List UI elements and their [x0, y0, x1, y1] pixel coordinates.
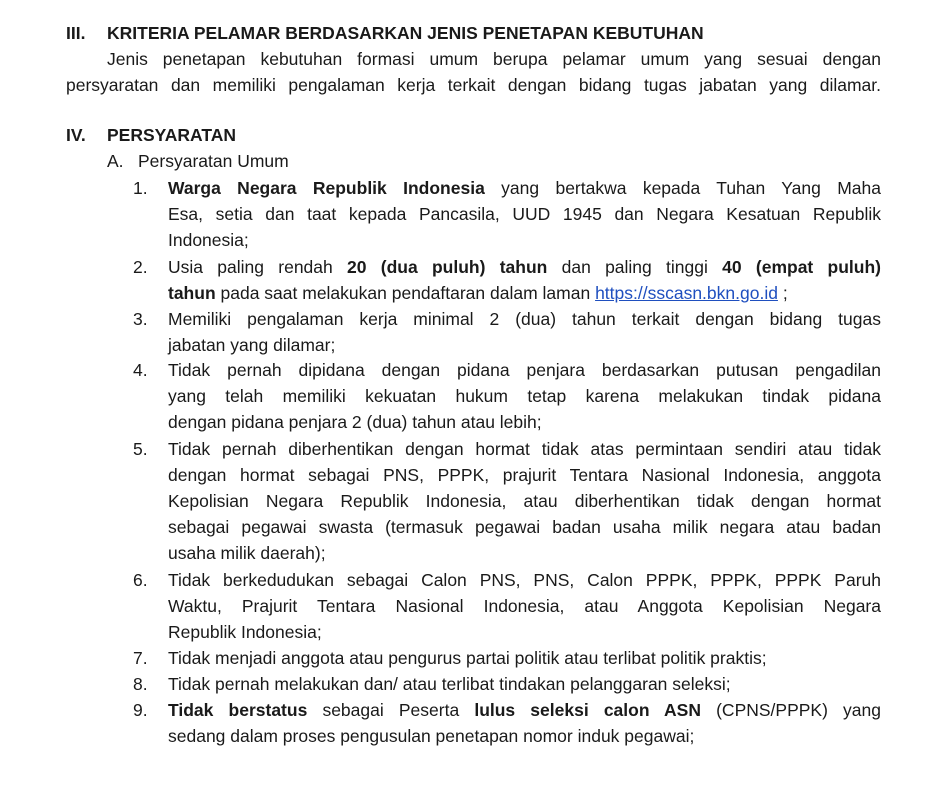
list-item-line: [168, 254, 881, 280]
list-item-line: Republik Indonesia;: [168, 622, 322, 642]
list-item-line: Kepolisian Negara Republik Indonesia, atau diberhentikan tidak dengan hormat: [168, 491, 881, 511]
list-item-line: Memiliki pengalaman kerja minimal 2 (dua) tahun terkait dengan bidang tugas: [168, 309, 881, 329]
list-item-number: 2.: [133, 257, 148, 277]
section-3-title: KRITERIA PELAMAR BERDASARKAN JENIS PENETAPAN KEBUTUHAN: [107, 23, 704, 43]
list-item-line: yang telah memiliki kekuatan hukum tetap karena melakukan tindak pidana: [168, 386, 881, 406]
list-item-number: 9.: [133, 700, 148, 720]
list-item-line: usaha milik daerah);: [168, 543, 326, 563]
text: yang bertakwa kepada Tuhan Yang Maha: [484, 178, 881, 198]
list-item-line: Tidak berkedudukan sebagai Calon PNS, PNS, Calon PPPK, PPPK, PPPK Paruh: [168, 570, 881, 590]
list-item-line: jabatan yang dilamar;: [168, 335, 336, 355]
list-item-line: Waktu, Prajurit Tentara Nasional Indonesia, atau Anggota Kepolisian Negara: [168, 596, 881, 616]
list-item-line: Tidak pernah dipidana dengan pidana penjara berdasarkan putusan pengadilan: [168, 360, 881, 380]
list-item-line: Tidak pernah diberhentikan dengan hormat tidak atas permintaan sendiri atau tidak: [168, 439, 881, 459]
section-4-title: PERSYARATAN: [107, 125, 237, 145]
text: dan paling tinggi: [547, 257, 723, 277]
text: pada saat melakukan pendaftaran dalam laman: [215, 283, 596, 303]
text: (CPNS/PPPK) yang: [700, 700, 882, 720]
list-item-number: 3.: [133, 309, 148, 329]
list-item-line: Tidak pernah melakukan dan/ atau terlibat tindakan pelanggaran seleksi;: [168, 674, 731, 694]
list-item-line: dengan pidana penjara 2 (dua) tahun atau lebih;: [168, 412, 542, 432]
list-item-line: sebagai pegawai swasta (termasuk pegawai badan usaha milik negara atau badan: [168, 517, 881, 537]
bold-text: Warga Negara Republik Indonesia: [168, 178, 485, 198]
subsection-a-letter: A.: [107, 151, 124, 171]
list-item-line: Indonesia;: [168, 230, 249, 250]
list-item-line: [168, 697, 881, 723]
section-4-number: IV.: [66, 125, 86, 145]
list-item-number: 1.: [133, 178, 148, 198]
sscasn-link[interactable]: https://sscasn.bkn.go.id: [595, 283, 778, 303]
list-item-number: 7.: [133, 648, 148, 668]
text: sebagai Peserta: [307, 700, 475, 720]
list-item-line: [168, 175, 881, 201]
list-item-number: 6.: [133, 570, 148, 590]
section-3-paragraph-line-1: Jenis penetapan kebutuhan formasi umum berupa pelamar umum yang sesuai dengan: [107, 49, 881, 69]
text: ;: [777, 283, 788, 303]
list-item-line: Esa, setia dan taat kepada Pancasila, UUD 1945 dan Negara Kesatuan Republik: [168, 204, 881, 224]
list-item-line: dengan hormat sebagai PNS, PPPK, prajurit Tentara Nasional Indonesia, anggota: [168, 465, 881, 485]
section-3-number: III.: [66, 23, 86, 43]
list-item-line: [168, 280, 941, 306]
list-item-number: 5.: [133, 439, 148, 459]
list-item-number: 8.: [133, 674, 148, 694]
list-item-line: sedang dalam proses pengusulan penetapan nomor induk pegawai;: [168, 726, 695, 746]
bold-text: 20 (dua puluh) tahun: [347, 257, 548, 277]
bold-text: 40 (empat puluh): [722, 257, 881, 277]
text: Usia paling rendah: [168, 257, 348, 277]
bold-text: lulus seleksi calon ASN: [474, 700, 701, 720]
list-item-line: Tidak menjadi anggota atau pengurus partai politik atau terlibat politik praktis;: [168, 648, 767, 668]
subsection-a-title: Persyaratan Umum: [138, 151, 289, 171]
list-item-number: 4.: [133, 360, 148, 380]
section-3-paragraph-line-2: persyaratan dan memiliki pengalaman kerja terkait dengan bidang tugas jabatan yang dilamar.: [66, 75, 881, 95]
bold-text: tahun: [168, 283, 216, 303]
bold-text: Tidak berstatus: [168, 700, 308, 720]
